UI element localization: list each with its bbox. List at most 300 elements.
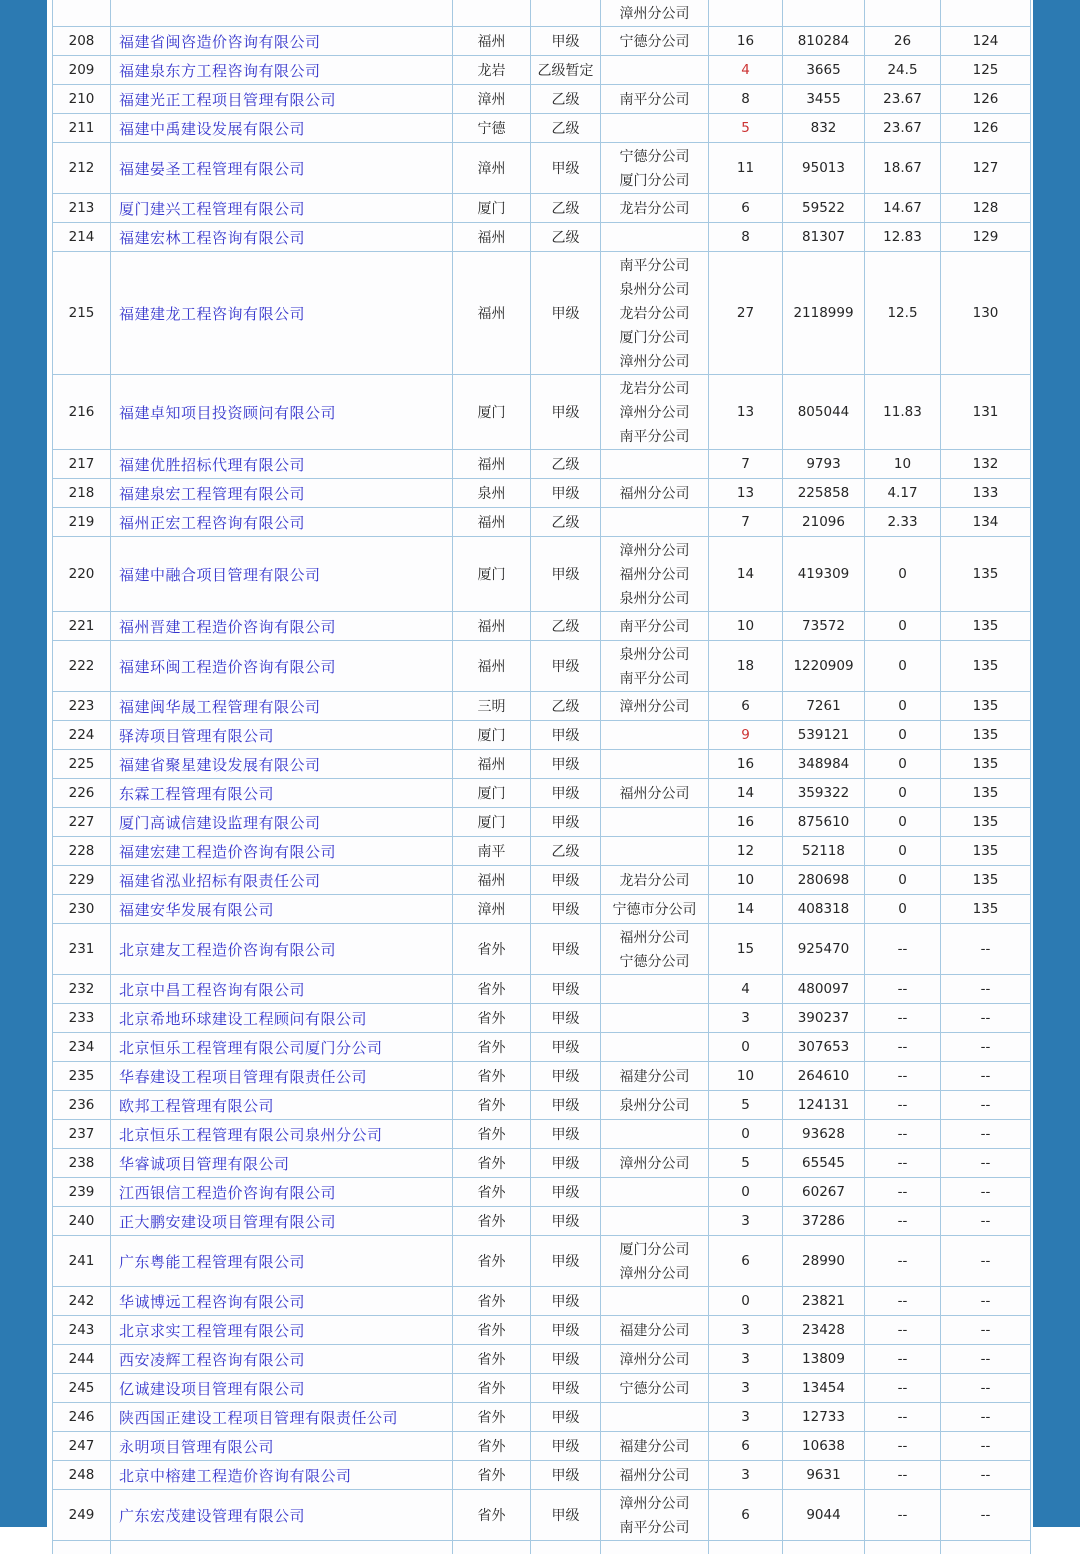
city-cell: 厦门 [453, 808, 531, 837]
table-row [53, 194, 1031, 223]
rate-cell: -- [865, 1062, 941, 1091]
branch-cell [601, 1062, 709, 1091]
table-row [53, 721, 1031, 750]
order-cell: -- [941, 1236, 1031, 1287]
count-cell: 3 [709, 1316, 783, 1345]
rank-cell: 236 [53, 1091, 111, 1120]
company-cell [111, 27, 453, 56]
grade-cell: 甲级 [531, 537, 601, 612]
order-cell: 135 [941, 808, 1031, 837]
rank-cell: 209 [53, 56, 111, 85]
company-link[interactable]: 东霖工程管理有限公司 [119, 785, 275, 803]
count-cell [709, 0, 783, 27]
amount-cell: 13809 [783, 1345, 865, 1374]
branch-cell [601, 641, 709, 692]
company-link[interactable]: 西安凌辉工程咨询有限公司 [119, 1351, 306, 1369]
rate-cell: 11.83 [865, 375, 941, 450]
table-row [53, 56, 1031, 85]
city-cell: 省外 [453, 1207, 531, 1236]
company-link[interactable]: 驿涛项目管理有限公司 [119, 727, 275, 745]
branch-line: 龙岩分公司 [619, 380, 690, 396]
branch-line: 厦门分公司 [619, 329, 690, 345]
count-cell: 4 [709, 56, 783, 85]
amount-cell: 21096 [783, 508, 865, 537]
count-cell: 0 [709, 1033, 783, 1062]
rate-cell: 14.67 [865, 194, 941, 223]
count-cell: 6 [709, 194, 783, 223]
amount-cell: 280698 [783, 866, 865, 895]
city-cell: 省外 [453, 1062, 531, 1091]
city-cell: 省外 [453, 1316, 531, 1345]
city-cell: 省外 [453, 1345, 531, 1374]
company-cell [111, 194, 453, 223]
rate-cell: -- [865, 924, 941, 975]
branch-line: 泉州分公司 [619, 281, 690, 297]
company-link[interactable]: 永明项目管理有限公司 [119, 1438, 275, 1456]
grade-cell: 乙级 [531, 612, 601, 641]
order-cell: 132 [941, 450, 1031, 479]
company-link[interactable]: 福建环闽工程造价咨询有限公司 [119, 658, 337, 676]
branch-cell [601, 866, 709, 895]
company-cell [111, 1287, 453, 1316]
company-link[interactable]: 福建中融合项目管理有限公司 [119, 566, 321, 584]
rate-cell: 0 [865, 721, 941, 750]
company-link[interactable]: 福建优胜招标代理有限公司 [119, 456, 306, 474]
branch-line: 厦门分公司 [619, 1241, 690, 1257]
order-cell: -- [941, 1178, 1031, 1207]
branch-line: 南平分公司 [619, 257, 690, 273]
branch-line: 宁德分公司 [619, 1380, 690, 1396]
branch-line: 龙岩分公司 [619, 200, 690, 216]
company-link[interactable]: 北京希地环球建设工程顾问有限公司 [119, 1010, 368, 1028]
city-cell: 厦门 [453, 779, 531, 808]
branch-cell [601, 808, 709, 837]
table-row [53, 114, 1031, 143]
rank-cell: 248 [53, 1461, 111, 1490]
rank-cell: 240 [53, 1207, 111, 1236]
grade-cell: 甲级 [531, 1287, 601, 1316]
amount-cell: 28990 [783, 1236, 865, 1287]
grade-cell: 甲级 [531, 866, 601, 895]
amount-cell: 93628 [783, 1120, 865, 1149]
rate-cell: -- [865, 1207, 941, 1236]
branch-line: 南平分公司 [619, 618, 690, 634]
rate-cell: -- [865, 1178, 941, 1207]
rate-cell: 0 [865, 641, 941, 692]
count-cell: 7 [709, 508, 783, 537]
table-row [53, 537, 1031, 612]
rank-cell: 214 [53, 223, 111, 252]
company-link[interactable]: 福建建龙工程咨询有限公司 [119, 305, 306, 323]
grade-cell: 乙级 [531, 194, 601, 223]
company-link[interactable]: 正大鹏安建设项目管理有限公司 [119, 1213, 337, 1231]
table-row [53, 1316, 1031, 1345]
order-cell: 135 [941, 837, 1031, 866]
count-cell: 14 [709, 537, 783, 612]
amount-cell: 925470 [783, 924, 865, 975]
branch-cell [601, 1091, 709, 1120]
city-cell: 福州 [453, 450, 531, 479]
order-cell: 126 [941, 114, 1031, 143]
city-cell: 漳州 [453, 143, 531, 194]
branch-cell [601, 1004, 709, 1033]
branch-line: 福州分公司 [619, 785, 690, 801]
table-row [53, 450, 1031, 479]
grade-cell: 甲级 [531, 1374, 601, 1403]
count-cell [709, 1541, 783, 1554]
table-row [53, 143, 1031, 194]
rank-cell: 218 [53, 479, 111, 508]
city-cell: 省外 [453, 1033, 531, 1062]
amount-cell: 2118999 [783, 252, 865, 375]
company-cell [111, 1236, 453, 1287]
count-cell: 3 [709, 1207, 783, 1236]
company-link[interactable]: 厦门建兴工程管理有限公司 [119, 200, 306, 218]
company-cell [111, 114, 453, 143]
company-link[interactable]: 福州正宏工程咨询有限公司 [119, 514, 306, 532]
rate-cell: -- [865, 1287, 941, 1316]
grade-cell: 甲级 [531, 1207, 601, 1236]
grade-cell: 甲级 [531, 1149, 601, 1178]
branch-cell [601, 56, 709, 85]
company-cell [111, 56, 453, 85]
company-link[interactable]: 北京中榕建工程造价咨询有限公司 [119, 1467, 352, 1485]
amount-cell: 52118 [783, 837, 865, 866]
branch-cell [601, 508, 709, 537]
order-cell: -- [941, 1033, 1031, 1062]
company-link[interactable]: 福建晏圣工程管理有限公司 [119, 160, 306, 178]
amount-cell: 348984 [783, 750, 865, 779]
grade-cell: 乙级 [531, 692, 601, 721]
grade-cell: 甲级 [531, 375, 601, 450]
branch-line: 泉州分公司 [619, 590, 690, 606]
order-cell: -- [941, 1091, 1031, 1120]
count-cell: 4 [709, 975, 783, 1004]
company-link[interactable]: 华诚博远工程咨询有限公司 [119, 1293, 306, 1311]
count-cell: 11 [709, 143, 783, 194]
rate-cell: 12.83 [865, 223, 941, 252]
company-link[interactable]: 福州晋建工程造价咨询有限公司 [119, 618, 337, 636]
company-link[interactable]: 欧邦工程管理有限公司 [119, 1097, 275, 1115]
city-cell: 福州 [453, 641, 531, 692]
grade-cell: 乙级 [531, 114, 601, 143]
rate-cell: 0 [865, 750, 941, 779]
rate-cell: -- [865, 1004, 941, 1033]
rank-cell: 242 [53, 1287, 111, 1316]
rank-cell: 215 [53, 252, 111, 375]
company-link[interactable]: 福建省闽咨造价咨询有限公司 [119, 33, 321, 51]
rank-cell: 229 [53, 866, 111, 895]
city-cell: 省外 [453, 1236, 531, 1287]
order-cell: -- [941, 1403, 1031, 1432]
company-link[interactable]: 福建泉东方工程咨询有限公司 [119, 62, 321, 80]
table-row [53, 924, 1031, 975]
company-cell [111, 1149, 453, 1178]
company-cell [111, 924, 453, 975]
company-cell [111, 808, 453, 837]
branch-line: 南平分公司 [619, 428, 690, 444]
company-link[interactable]: 广东粤能工程管理有限公司 [119, 1253, 306, 1271]
city-cell: 福州 [453, 866, 531, 895]
order-cell: -- [941, 1461, 1031, 1490]
company-link[interactable]: 福建闽华晟工程管理有限公司 [119, 698, 321, 716]
branch-line: 福州分公司 [619, 485, 690, 501]
branch-line: 南平分公司 [619, 1519, 690, 1535]
count-cell: 8 [709, 85, 783, 114]
company-link[interactable]: 华春建设工程项目管理有限责任公司 [119, 1068, 368, 1086]
company-cell [111, 1316, 453, 1345]
rank-cell: 239 [53, 1178, 111, 1207]
company-cell [111, 375, 453, 450]
company-cell [111, 1541, 453, 1554]
count-cell: 8 [709, 223, 783, 252]
branch-cell [601, 612, 709, 641]
partial-row-bottom [53, 1541, 1031, 1554]
count-cell: 18 [709, 641, 783, 692]
order-cell: -- [941, 1345, 1031, 1374]
company-link[interactable]: 陕西国正建设工程项目管理有限责任公司 [119, 1409, 399, 1427]
rate-cell: -- [865, 975, 941, 1004]
count-cell: 12 [709, 837, 783, 866]
grade-cell: 甲级 [531, 924, 601, 975]
branch-cell [601, 1287, 709, 1316]
order-cell: -- [941, 924, 1031, 975]
branch-line: 泉州分公司 [619, 1097, 690, 1113]
company-link[interactable]: 福建安华发展有限公司 [119, 901, 275, 919]
branch-cell [601, 194, 709, 223]
amount-cell: 480097 [783, 975, 865, 1004]
rate-cell: 23.67 [865, 85, 941, 114]
count-cell: 3 [709, 1461, 783, 1490]
table-row [53, 866, 1031, 895]
partial-row-top [53, 0, 1031, 27]
amount-cell: 95013 [783, 143, 865, 194]
rate-cell: 0 [865, 779, 941, 808]
company-link[interactable]: 福建卓知项目投资顾问有限公司 [119, 404, 337, 422]
company-link[interactable]: 北京中昌工程咨询有限公司 [119, 981, 306, 999]
city-cell: 省外 [453, 924, 531, 975]
company-link[interactable]: 华睿诚项目管理有限公司 [119, 1155, 290, 1173]
order-cell: 127 [941, 143, 1031, 194]
rate-cell: 24.5 [865, 56, 941, 85]
branch-cell [601, 924, 709, 975]
company-cell [111, 1033, 453, 1062]
company-cell [111, 1432, 453, 1461]
grade-cell: 甲级 [531, 143, 601, 194]
branch-line: 龙岩分公司 [619, 305, 690, 321]
company-cell [111, 1062, 453, 1091]
page-left-band [0, 0, 47, 1527]
branch-cell [601, 1374, 709, 1403]
company-cell [111, 143, 453, 194]
count-cell: 10 [709, 612, 783, 641]
count-cell: 14 [709, 779, 783, 808]
amount-cell: 73572 [783, 612, 865, 641]
city-cell: 宁德 [453, 114, 531, 143]
rank-cell: 245 [53, 1374, 111, 1403]
amount-cell: 7261 [783, 692, 865, 721]
rate-cell: 0 [865, 866, 941, 895]
count-cell: 10 [709, 1062, 783, 1091]
company-link[interactable]: 北京建友工程造价咨询有限公司 [119, 941, 337, 959]
company-link[interactable]: 福建省聚星建设发展有限公司 [119, 756, 321, 774]
grade-cell: 甲级 [531, 1461, 601, 1490]
grade-cell: 甲级 [531, 721, 601, 750]
table-row [53, 1178, 1031, 1207]
branch-cell [601, 375, 709, 450]
company-link[interactable]: 福建泉宏工程管理有限公司 [119, 485, 306, 503]
branch-line: 宁德分公司 [619, 953, 690, 969]
rate-cell: 23.67 [865, 114, 941, 143]
company-link[interactable]: 广东宏茂建设管理有限公司 [119, 1507, 306, 1525]
branch-line: 漳州分公司 [619, 353, 690, 369]
rate-cell: 0 [865, 895, 941, 924]
amount-cell: 9793 [783, 450, 865, 479]
branch-cell [601, 1316, 709, 1345]
count-cell: 5 [709, 1149, 783, 1178]
rank-cell: 222 [53, 641, 111, 692]
table-row [53, 1236, 1031, 1287]
grade-cell: 乙级 [531, 450, 601, 479]
count-cell: 6 [709, 692, 783, 721]
count-cell: 3 [709, 1403, 783, 1432]
ranking-table [52, 0, 1031, 1554]
rate-cell [865, 0, 941, 27]
amount-cell: 307653 [783, 1033, 865, 1062]
order-cell: 135 [941, 779, 1031, 808]
rank-cell: 226 [53, 779, 111, 808]
table-row [53, 1207, 1031, 1236]
company-cell [111, 1374, 453, 1403]
branch-line: 南平分公司 [619, 670, 690, 686]
company-link[interactable]: 厦门高诚信建设监理有限公司 [119, 814, 321, 832]
order-cell: 128 [941, 194, 1031, 223]
rate-cell: -- [865, 1432, 941, 1461]
order-cell: 135 [941, 537, 1031, 612]
order-cell: 133 [941, 479, 1031, 508]
company-link[interactable]: 福建中禹建设发展有限公司 [119, 120, 306, 138]
grade-cell: 甲级 [531, 1091, 601, 1120]
rate-cell: -- [865, 1033, 941, 1062]
company-link[interactable]: 福建宏建工程造价咨询有限公司 [119, 843, 337, 861]
amount-cell: 1220909 [783, 641, 865, 692]
branch-cell [601, 1120, 709, 1149]
table-row [53, 692, 1031, 721]
table-row [53, 1403, 1031, 1432]
table-row [53, 223, 1031, 252]
company-cell [111, 866, 453, 895]
branch-line: 漳州分公司 [619, 542, 690, 558]
city-cell: 龙岩 [453, 56, 531, 85]
table-row [53, 1490, 1031, 1541]
order-cell: 135 [941, 721, 1031, 750]
company-link[interactable]: 亿诚建设项目管理有限公司 [119, 1380, 306, 1398]
branch-cell [601, 1345, 709, 1374]
order-cell: 135 [941, 692, 1031, 721]
table-row [53, 1345, 1031, 1374]
rate-cell: 0 [865, 537, 941, 612]
grade-cell: 乙级 [531, 837, 601, 866]
rate-cell: -- [865, 1374, 941, 1403]
rank-cell: 247 [53, 1432, 111, 1461]
count-cell: 3 [709, 1345, 783, 1374]
city-cell: 厦门 [453, 375, 531, 450]
rank-cell: 217 [53, 450, 111, 479]
order-cell: -- [941, 1490, 1031, 1541]
count-cell: 5 [709, 114, 783, 143]
order-cell: 134 [941, 508, 1031, 537]
order-cell: -- [941, 1432, 1031, 1461]
rank-cell: 231 [53, 924, 111, 975]
grade-cell: 甲级 [531, 1490, 601, 1541]
amount-cell: 12733 [783, 1403, 865, 1432]
amount-cell: 9044 [783, 1490, 865, 1541]
count-cell: 0 [709, 1178, 783, 1207]
rate-cell: -- [865, 1091, 941, 1120]
company-link[interactable]: 福建省泓业招标有限责任公司 [119, 872, 321, 890]
amount-cell: 832 [783, 114, 865, 143]
order-cell: -- [941, 1004, 1031, 1033]
table-row [53, 750, 1031, 779]
branch-line: 宁德市分公司 [612, 901, 697, 917]
table-row [53, 252, 1031, 375]
branch-cell [601, 223, 709, 252]
rank-cell: 213 [53, 194, 111, 223]
company-link[interactable]: 北京恒乐工程管理有限公司厦门分公司 [119, 1039, 383, 1057]
amount-cell: 81307 [783, 223, 865, 252]
grade-cell: 甲级 [531, 1004, 601, 1033]
table-row [53, 508, 1031, 537]
amount-cell: 805044 [783, 375, 865, 450]
city-cell: 省外 [453, 1004, 531, 1033]
company-cell [111, 779, 453, 808]
rate-cell: 0 [865, 692, 941, 721]
table-row [53, 1120, 1031, 1149]
company-cell [111, 721, 453, 750]
branch-cell [601, 114, 709, 143]
branch-cell [601, 143, 709, 194]
company-link[interactable]: 北京恒乐工程管理有限公司泉州分公司 [119, 1126, 383, 1144]
branch-cell [601, 27, 709, 56]
grade-cell: 甲级 [531, 808, 601, 837]
grade-cell [531, 1541, 601, 1554]
rate-cell: 18.67 [865, 143, 941, 194]
city-cell: 省外 [453, 1432, 531, 1461]
table-row [53, 1149, 1031, 1178]
company-cell [111, 450, 453, 479]
count-cell: 6 [709, 1236, 783, 1287]
count-cell: 15 [709, 924, 783, 975]
order-cell: 125 [941, 56, 1031, 85]
city-cell: 省外 [453, 1461, 531, 1490]
branch-line: 龙岩分公司 [619, 872, 690, 888]
branch-cell [601, 479, 709, 508]
company-link[interactable]: 江西银信工程造价咨询有限公司 [119, 1184, 337, 1202]
grade-cell: 甲级 [531, 1033, 601, 1062]
amount-cell: 124131 [783, 1091, 865, 1120]
branch-cell [601, 975, 709, 1004]
grade-cell: 甲级 [531, 252, 601, 375]
company-link[interactable]: 福建宏林工程咨询有限公司 [119, 229, 306, 247]
company-cell [111, 1490, 453, 1541]
amount-cell: 9631 [783, 1461, 865, 1490]
grade-cell: 甲级 [531, 1432, 601, 1461]
table-row [53, 1091, 1031, 1120]
company-link[interactable]: 福建光正工程项目管理有限公司 [119, 91, 337, 109]
grade-cell: 甲级 [531, 1178, 601, 1207]
grade-cell: 乙级暂定 [531, 56, 601, 85]
company-link[interactable]: 北京求实工程管理有限公司 [119, 1322, 306, 1340]
